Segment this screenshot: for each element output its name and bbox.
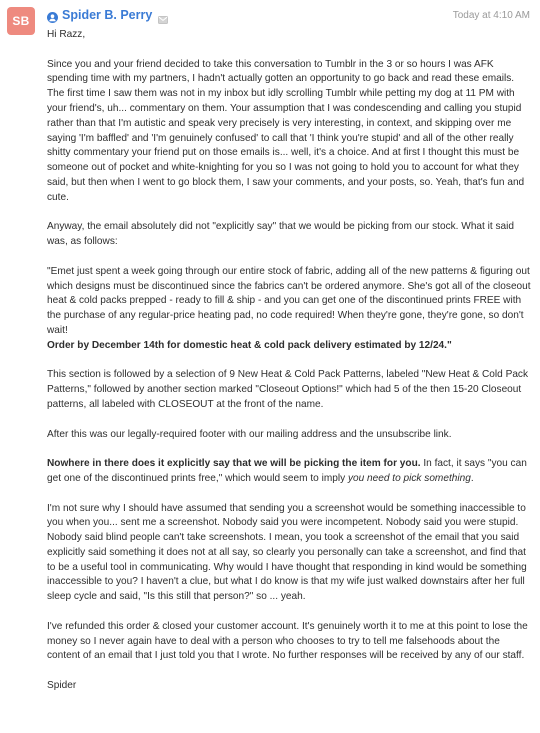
paragraph-1: Since you and your friend decided to take this conversation to Tumblr in the 3 or so hours I was AFK spending time with my partners, I hadn't actually gotten an opportunity to go back and read these emails. The first time I saw them was not in my inbox but idly scrolling Tumblr while petting my dog at 11 PM with your friend's, uh... commentary on them. Your assumption that I was condescending and calling you stupid rather than that I'm autistic and speak very precisely is very interesting, in context, and skipping over me saying 'I'm baffled' and 'I'm genuinely confused' to call that 'I think you're stupid' and all of the other really shitty commentary your friend put on those emails is... well, it's a choice. And at first I thought this must be someone out of pocket and white-knighting for you so I was not going to hold you to account for what they said, but then when I went to go block them, I saw your comments, and your posts, so. Yeah, that's fun and cute. — [47, 58, 525, 203]
sender-avatar[interactable] — [7, 7, 35, 35]
paragraph-6-bold: Nowhere in there does it explicitly say that we will be picking the item for you. — [47, 458, 421, 470]
paragraph-8: I've refunded this order & closed your customer account. It's genuinely worth it to me at this point to lose the money so I never again have to deal with a person who chooses to try to tell me falsehoods about the content of an email that I just told you that I wrote. No further responses will be received by any of our staff. — [47, 620, 528, 662]
verified-badge-icon — [47, 10, 58, 21]
quoted-email — [47, 265, 532, 354]
message-timestamp: Today at 4:10 AM — [452, 9, 530, 21]
message-body — [47, 28, 532, 709]
paragraph-6 — [47, 457, 532, 487]
signature: Spider — [47, 680, 77, 692]
paragraph-5: After this was our legally-required footer with our mailing address and the unsubscribe link. — [47, 428, 452, 440]
paragraph-6-end: . — [470, 472, 474, 484]
message-header — [47, 6, 530, 24]
paragraph-7: I'm not sure why I should have assumed that sending you a screenshot would be something inaccessible to you when you... sent me a screenshot. Nobody said you were incompetent. Nobody said you were stupid. Nobody said blind people can't take screenshots. I mean, you took a screenshot of the email that you said explicitly said something it does not at all say, so clearly you personally can take a screenshot, and find that to be a useful tool in communicating. Why would I have thought that responding in kind would be something inaccessible to you? I haven't a clue, but what I do know is that my wife just walked downstairs after her full sleep cycle and said, "Is this still that person?" so ... yeah. — [47, 502, 527, 603]
quoted-email-deadline: Order by December 14th for domestic heat & cold pack delivery estimated by 12/24." — [47, 339, 452, 351]
paragraph-6-italic: you need to pick something — [347, 472, 471, 484]
paragraph-4: This section is followed by a selection of 9 New Heat & Cold Pack Patterns, labeled "New Heat & Cold Pack Patterns," followed by another section marked "Closeout Options!" which had 5 of the then 15-20 Closeout patterns, all labeled with CLOSEOUT at the front of the name. — [47, 369, 529, 410]
paragraph-2: Anyway, the email absolutely did not "explicitly say" that we would be picking from our stock. What it said was, as follows: — [47, 221, 515, 248]
paragraph-6-text: In fact, it says "you can get one of the discontinued prints free," which would seem to imply — [47, 458, 527, 484]
avatar-initials: SB — [12, 14, 30, 28]
sender-name[interactable]: Spider B. Perry — [62, 8, 153, 22]
quoted-email-text: "Emet just spent a week going through our entire stock of fabric, adding all of the new patterns & figuring out which designs must be discontinued since the fabrics can't be ordered anymore. She's got all of the closeout heat & cold packs prepped - ready to fill & ship - and you can get one of the discontinued prints FREE with the purchase of any regular-price heating pad, no code required! When they're gone, they're gone, so don't wait! — [47, 265, 531, 336]
envelope-icon[interactable] — [158, 11, 168, 19]
greeting: Hi Razz, — [47, 29, 86, 40]
